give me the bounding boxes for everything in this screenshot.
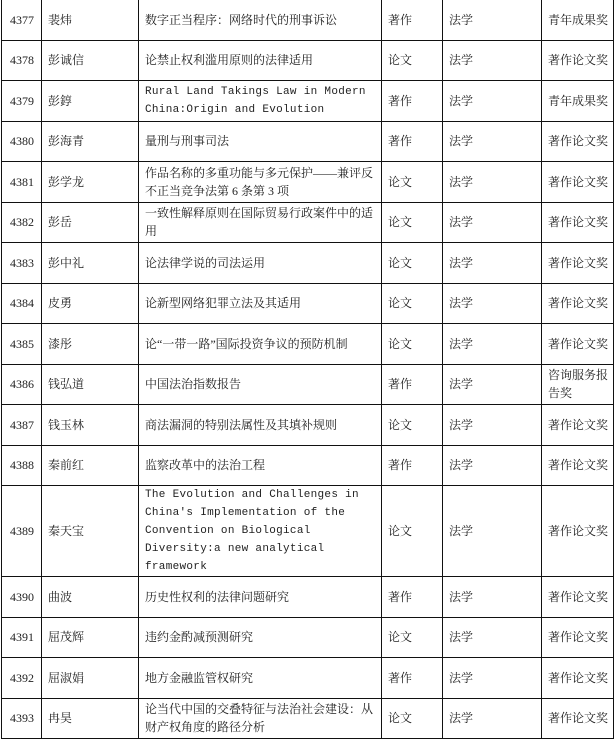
award-category-cell: 著作论文奖 [542, 40, 614, 81]
work-type-cell: 论文 [382, 405, 443, 446]
table-row [2, 121, 614, 162]
work-type-cell: 著作 [382, 577, 443, 618]
table-row [2, 486, 614, 577]
discipline-cell: 法学 [443, 658, 542, 699]
work-type-cell: 论文 [382, 243, 443, 284]
work-title-cell: 历史性权利的法律问题研究 [139, 577, 382, 618]
table-row [2, 243, 614, 284]
author-name-cell: 彭海青 [42, 121, 139, 162]
author-name-cell: 皮勇 [42, 283, 139, 324]
work-title-cell: 地方金融监管权研究 [139, 658, 382, 699]
row-id-cell: 4382 [2, 202, 42, 243]
author-name-cell: 彭学龙 [42, 162, 139, 203]
table-row [2, 617, 614, 658]
row-id-cell: 4377 [2, 0, 42, 40]
table-row [2, 577, 614, 618]
award-category-cell: 著作论文奖 [542, 283, 614, 324]
award-category-cell: 青年成果奖 [542, 81, 614, 122]
table-row [2, 81, 614, 122]
row-id-cell: 4389 [2, 486, 42, 577]
row-id-cell: 4381 [2, 162, 42, 203]
award-category-cell: 著作论文奖 [542, 617, 614, 658]
award-category-cell: 著作论文奖 [542, 486, 614, 577]
work-type-cell: 论文 [382, 617, 443, 658]
work-type-cell: 论文 [382, 283, 443, 324]
work-type-cell: 论文 [382, 202, 443, 243]
discipline-cell: 法学 [443, 324, 542, 365]
work-type-cell: 著作 [382, 81, 443, 122]
author-name-cell: 彭岳 [42, 202, 139, 243]
work-title-cell: 论新型网络犯罪立法及其适用 [139, 283, 382, 324]
table-row [2, 324, 614, 365]
discipline-cell: 法学 [443, 283, 542, 324]
work-title-cell: 作品名称的多重功能与多元保护——兼评反不正当竞争法第 6 条第 3 项 [139, 162, 382, 203]
author-name-cell: 钱玉林 [42, 405, 139, 446]
author-name-cell: 钱弘道 [42, 364, 139, 405]
table-row [2, 202, 614, 243]
author-name-cell: 彭中礼 [42, 243, 139, 284]
work-type-cell: 著作 [382, 121, 443, 162]
discipline-cell: 法学 [443, 405, 542, 446]
discipline-cell: 法学 [443, 81, 542, 122]
row-id-cell: 4378 [2, 40, 42, 81]
award-category-cell: 著作论文奖 [542, 445, 614, 486]
discipline-cell: 法学 [443, 0, 542, 40]
table-row [2, 364, 614, 405]
author-name-cell: 曲波 [42, 577, 139, 618]
award-category-cell: 著作论文奖 [542, 162, 614, 203]
award-category-cell: 著作论文奖 [542, 577, 614, 618]
author-name-cell: 冉昊 [42, 698, 139, 739]
award-category-cell: 著作论文奖 [542, 121, 614, 162]
work-title-cell: 论禁止权利滥用原则的法律适用 [139, 40, 382, 81]
work-type-cell: 论文 [382, 162, 443, 203]
work-title-cell: 违约金酌减预测研究 [139, 617, 382, 658]
row-id-cell: 4384 [2, 283, 42, 324]
award-category-cell: 著作论文奖 [542, 243, 614, 284]
discipline-cell: 法学 [443, 445, 542, 486]
row-id-cell: 4392 [2, 658, 42, 699]
table-row [2, 40, 614, 81]
author-name-cell: 裴炜 [42, 0, 139, 40]
row-id-cell: 4391 [2, 617, 42, 658]
work-type-cell: 著作 [382, 445, 443, 486]
work-type-cell: 著作 [382, 658, 443, 699]
author-name-cell: 屈茂辉 [42, 617, 139, 658]
author-name-cell: 屈淑娟 [42, 658, 139, 699]
discipline-cell: 法学 [443, 617, 542, 658]
row-id-cell: 4393 [2, 698, 42, 739]
row-id-cell: 4386 [2, 364, 42, 405]
discipline-cell: 法学 [443, 364, 542, 405]
work-title-cell: 中国法治指数报告 [139, 364, 382, 405]
awards-table-body [2, 0, 614, 739]
discipline-cell: 法学 [443, 162, 542, 203]
work-title-cell: 商法漏洞的特别法属性及其填补规则 [139, 405, 382, 446]
table-row [2, 0, 614, 40]
work-title-cell: 量刑与刑事司法 [139, 121, 382, 162]
award-category-cell: 咨询服务报告奖 [542, 364, 614, 405]
work-type-cell: 论文 [382, 40, 443, 81]
awards-table [1, 0, 614, 739]
table-row [2, 445, 614, 486]
row-id-cell: 4379 [2, 81, 42, 122]
discipline-cell: 法学 [443, 202, 542, 243]
work-title-cell: 一致性解释原则在国际贸易行政案件中的适用 [139, 202, 382, 243]
author-name-cell: 彭錞 [42, 81, 139, 122]
work-title-cell: Rural Land Takings Law in Modern China:Origin and Evolution [139, 81, 382, 122]
row-id-cell: 4387 [2, 405, 42, 446]
table-row [2, 283, 614, 324]
discipline-cell: 法学 [443, 698, 542, 739]
work-type-cell: 论文 [382, 698, 443, 739]
work-type-cell: 著作 [382, 0, 443, 40]
author-name-cell: 彭诚信 [42, 40, 139, 81]
row-id-cell: 4380 [2, 121, 42, 162]
row-id-cell: 4390 [2, 577, 42, 618]
award-category-cell: 著作论文奖 [542, 698, 614, 739]
discipline-cell: 法学 [443, 40, 542, 81]
discipline-cell: 法学 [443, 243, 542, 284]
discipline-cell: 法学 [443, 577, 542, 618]
work-type-cell: 论文 [382, 486, 443, 577]
work-title-cell: 监察改革中的法治工程 [139, 445, 382, 486]
award-category-cell: 著作论文奖 [542, 324, 614, 365]
row-id-cell: 4385 [2, 324, 42, 365]
discipline-cell: 法学 [443, 486, 542, 577]
work-type-cell: 论文 [382, 324, 443, 365]
author-name-cell: 秦天宝 [42, 486, 139, 577]
table-row [2, 405, 614, 446]
work-title-cell: 数字正当程序：网络时代的刑事诉讼 [139, 0, 382, 40]
work-title-cell: The Evolution and Challenges in China's Implementation of the Convention on Biological Diversity:a new analytical framework [139, 486, 382, 577]
table-row [2, 698, 614, 739]
award-category-cell: 著作论文奖 [542, 405, 614, 446]
table-row [2, 658, 614, 699]
award-category-cell: 青年成果奖 [542, 0, 614, 40]
work-type-cell: 著作 [382, 364, 443, 405]
award-category-cell: 著作论文奖 [542, 658, 614, 699]
table-row [2, 162, 614, 203]
award-category-cell: 著作论文奖 [542, 202, 614, 243]
row-id-cell: 4388 [2, 445, 42, 486]
work-title-cell: 论当代中国的交叠特征与法治社会建设：从财产权角度的路径分析 [139, 698, 382, 739]
author-name-cell: 秦前红 [42, 445, 139, 486]
discipline-cell: 法学 [443, 121, 542, 162]
author-name-cell: 漆彤 [42, 324, 139, 365]
row-id-cell: 4383 [2, 243, 42, 284]
work-title-cell: 论法律学说的司法运用 [139, 243, 382, 284]
work-title-cell: 论“一带一路”国际投资争议的预防机制 [139, 324, 382, 365]
